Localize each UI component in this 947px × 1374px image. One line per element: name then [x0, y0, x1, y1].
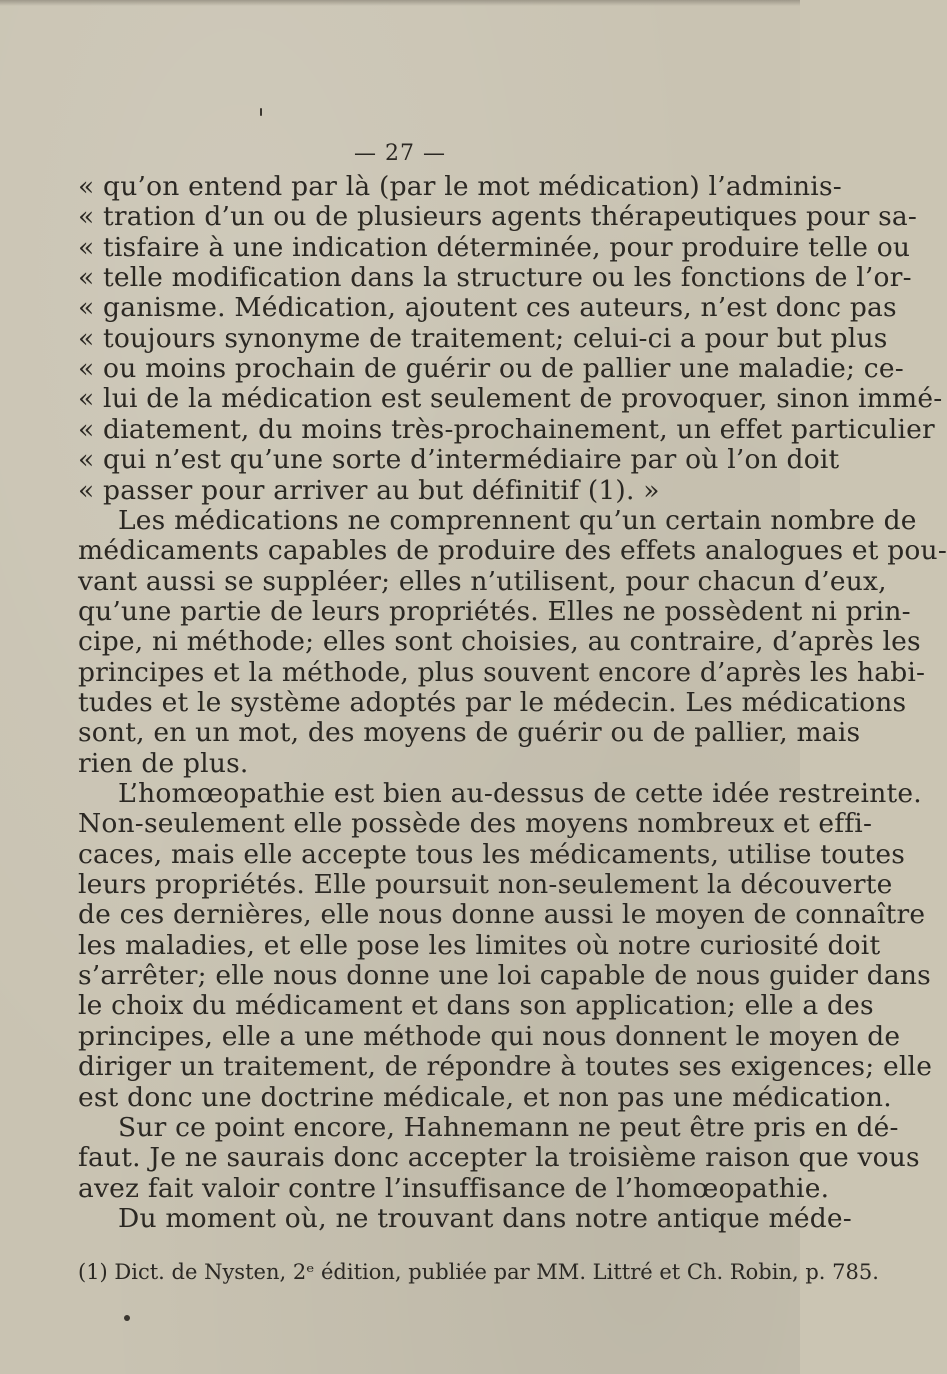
text-line: diriger un traitement, de répondre à toutes ses exigences; elle — [78, 1051, 933, 1083]
ink-speck — [260, 108, 262, 116]
text-line: vant aussi se suppléer; elles n’utilisent, pour chacun d’eux, — [78, 565, 887, 597]
text-line: « telle modification dans la structure ou les fonctions de l’or- — [78, 262, 912, 294]
text-line: s’arrêter; elle nous donne une loi capable de nous guider dans — [78, 960, 931, 992]
text-line: Sur ce point encore, Hahnemann ne peut être pris en dé- — [118, 1111, 899, 1143]
page-number: — 27 — — [354, 141, 446, 166]
text-line: de ces dernières, elle nous donne aussi le moyen de connaître — [78, 899, 926, 931]
text-line: est donc une doctrine médicale, et non pas une médication. — [78, 1081, 892, 1113]
text-line: médicaments capables de produire des effets analogues et pou- — [78, 535, 947, 567]
text-line: L’homœopathie est bien au-dessus de cette idée restreinte. — [118, 778, 922, 809]
text-line: « tration d’un ou de plusieurs agents thérapeutiques pour sa- — [78, 201, 918, 233]
text-line: principes et la méthode, plus souvent encore d’après les habi- — [78, 656, 926, 688]
text-line: Non-seulement elle possède des moyens nombreux et effi- — [78, 808, 873, 840]
text-line: faut. Je ne saurais donc accepter la troisième raison que vous — [78, 1142, 920, 1174]
text-line: qu’une partie de leurs propriétés. Elles ne possèdent ni prin- — [78, 595, 911, 627]
text-line: Les médications ne comprennent qu’un certain nombre de — [118, 504, 917, 536]
text-line: leurs propriétés. Elle poursuit non-seulement la découverte — [78, 869, 893, 901]
text-line: cipe, ni méthode; elles sont choisies, au contraire, d’après les — [78, 626, 921, 658]
text-line: « qui n’est qu’une sorte d’intermédiaire par où l’on doit — [78, 444, 840, 476]
text-line: les maladies, et elle pose les limites où notre curiosité doit — [78, 929, 881, 961]
text-line: tudes et le système adoptés par le médecin. Les médications — [78, 686, 907, 718]
text-line: le choix du médicament et dans son application; elle a des — [78, 990, 874, 1022]
text-line: Du moment où, ne trouvant dans notre antique méde- — [118, 1202, 852, 1234]
text-line: principes, elle a une méthode qui nous donnent le moyen de — [78, 1020, 901, 1052]
text-line: « ganisme. Médication, ajoutent ces auteurs, n’est donc pas — [78, 292, 897, 324]
ink-speck — [124, 1315, 130, 1321]
text-line: rien de plus. — [78, 747, 249, 779]
text-line: sont, en un mot, des moyens de guérir ou de pallier, mais — [78, 717, 861, 749]
text-line: « lui de la médication est seulement de provoquer, sinon immé- — [78, 383, 943, 415]
footnote: (1) Dict. de Nysten, 2ᵉ édition, publiée par MM. Littré et Ch. Robin, p. 785. — [78, 1260, 879, 1284]
text-line: caces, mais elle accepte tous les médicaments, utilise toutes — [78, 838, 906, 870]
text-line: « qu’on entend par là (par le mot médication) l’adminis- — [78, 171, 842, 202]
text-line: « tisfaire à une indication déterminée, pour produire telle ou — [78, 231, 911, 263]
page-top-edge — [0, 0, 800, 6]
text-line: « ou moins prochain de guérir ou de pallier une maladie; ce- — [78, 353, 904, 385]
text-line: « toujours synonyme de traitement; celui-ci a pour but plus — [78, 322, 888, 354]
text-line: avez fait valoir contre l’insuffisance de l’homœopathie. — [78, 1172, 830, 1204]
text-line: « passer pour arriver au but définitif (1). » — [78, 474, 660, 506]
text-line: « diatement, du moins très-prochainement, un effet particulier — [78, 413, 935, 445]
